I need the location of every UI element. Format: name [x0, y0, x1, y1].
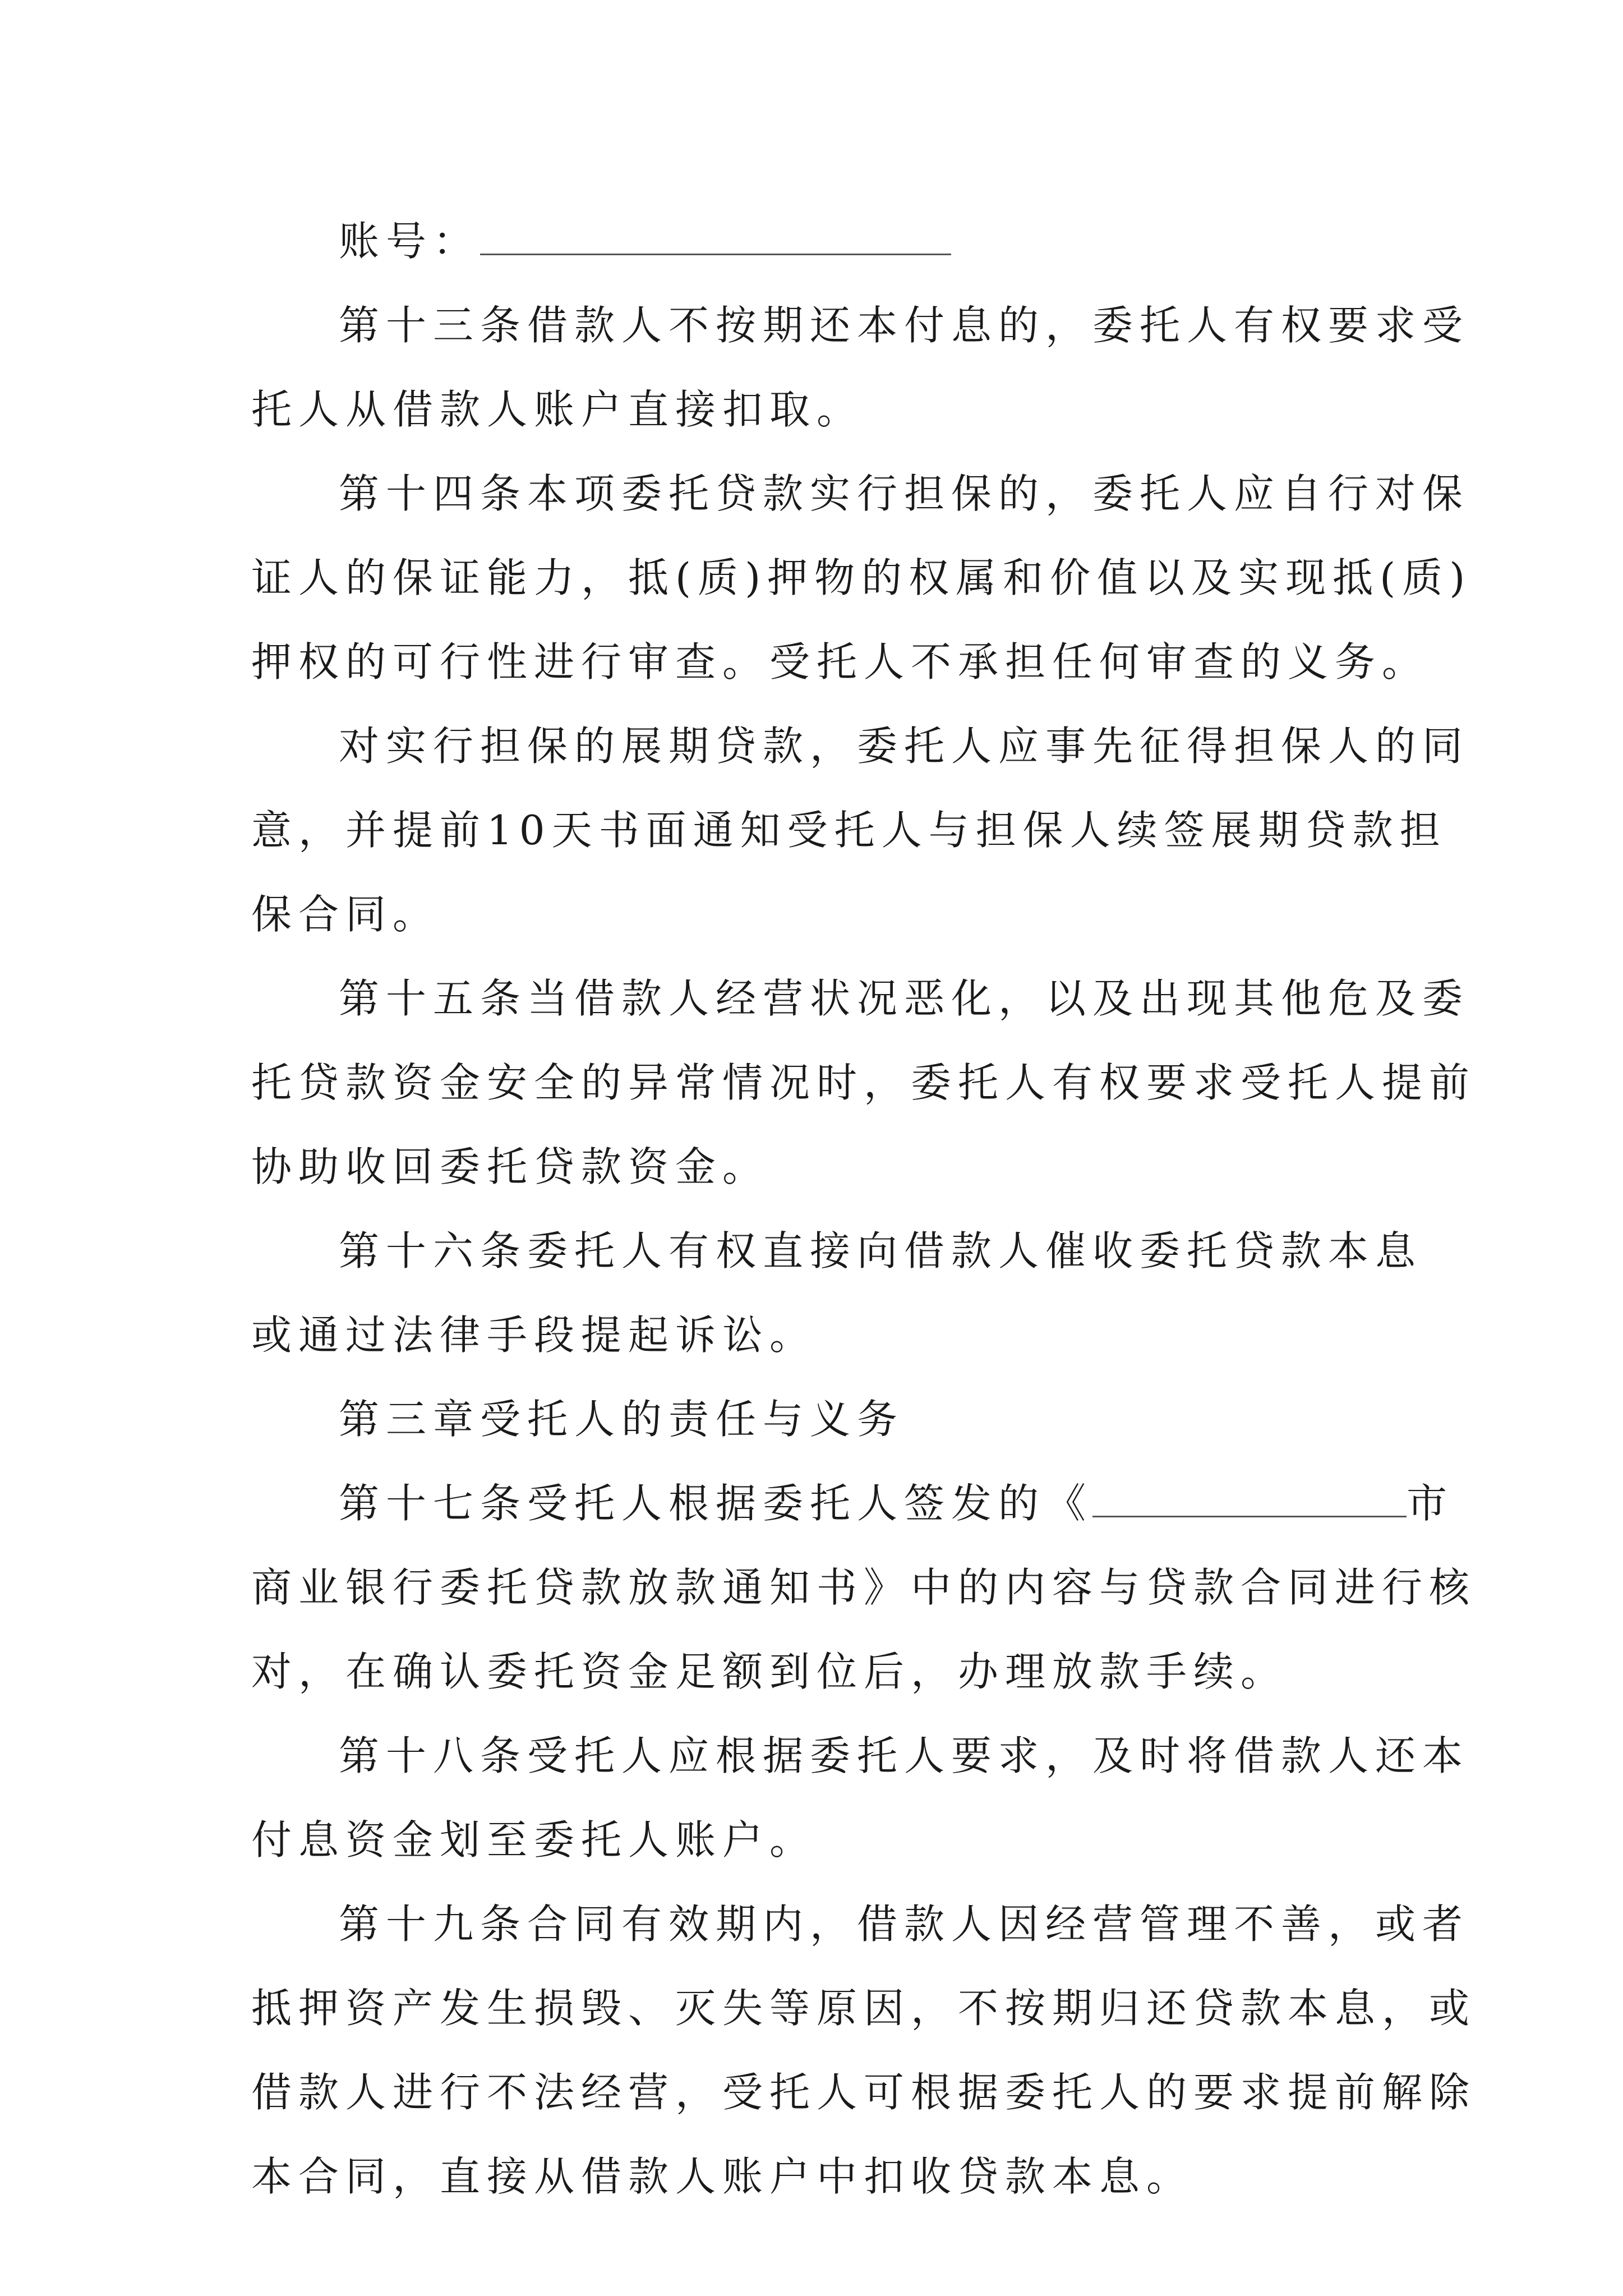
account-label: 账号： — [339, 218, 481, 265]
clause-17-line-3: 对，在确认委托资金足额到位后，办理放款手续。 — [251, 1648, 1288, 1695]
clause-19-line-2: 抵押资产发生损毁、灭失等原因，不按期归还贷款本息，或 — [251, 1985, 1477, 2032]
chapter-3-heading: 第三章受托人的责任与义务 — [339, 1396, 905, 1443]
clause-17-prefix: 第十七条受托人根据委托人签发的《 — [339, 1480, 1093, 1527]
clause-14-line-1: 第十四条本项委托贷款实行担保的，委托人应自行对保 — [339, 470, 1470, 517]
clause-15-line-2: 托贷款资金安全的异常情况时，委托人有权要求受托人提前 — [251, 1059, 1477, 1106]
clause-14-line-3: 押权的可行性进行审查。受托人不承担任何审查的义务。 — [251, 638, 1430, 685]
account-line — [339, 208, 951, 275]
clause-14-line-2: 证人的保证能力，抵(质)押物的权属和价值以及实现抵(质) — [251, 554, 1472, 601]
clause-13-line-1: 第十三条借款人不按期还本付息的，委托人有权要求受 — [339, 302, 1470, 349]
city-blank — [1092, 1476, 1407, 1517]
clause-17-line-1 — [339, 1470, 1454, 1537]
clause-13-line-2: 托人从借款人账户直接扣取。 — [251, 386, 864, 433]
clause-17-line-2: 商业银行委托贷款放款通知书》中的内容与贷款合同进行核 — [251, 1564, 1477, 1611]
clause-19-line-1: 第十九条合同有效期内，借款人因经营管理不善，或者 — [339, 1901, 1470, 1948]
guarantee-line-3: 保合同。 — [251, 891, 440, 938]
clause-17-suffix: 市 — [1407, 1480, 1454, 1527]
clause-19-line-3: 借款人进行不法经营，受托人可根据委托人的要求提前解除 — [251, 2069, 1477, 2116]
clause-18-line-1: 第十八条受托人应根据委托人要求，及时将借款人还本 — [339, 1732, 1470, 1779]
clause-15-line-3: 协助收回委托贷款资金。 — [251, 1143, 770, 1190]
clause-18-line-2: 付息资金划至委托人账户。 — [251, 1816, 817, 1864]
clause-16-line-2: 或通过法律手段提起诉讼。 — [251, 1312, 817, 1359]
guarantee-line-2: 意，并提前10天书面通知受托人与担保人续签展期贷款担 — [251, 807, 1447, 854]
clause-15-line-1: 第十五条当借款人经营状况恶化，以及出现其他危及委 — [339, 975, 1470, 1022]
account-blank — [480, 214, 951, 255]
clause-19-line-4: 本合同，直接从借款人账户中扣收贷款本息。 — [251, 2153, 1194, 2200]
guarantee-line-1: 对实行担保的展期贷款，委托人应事先征得担保人的同 — [339, 723, 1470, 770]
clause-16-line-1: 第十六条委托人有权直接向借款人催收委托贷款本息 — [339, 1227, 1423, 1274]
